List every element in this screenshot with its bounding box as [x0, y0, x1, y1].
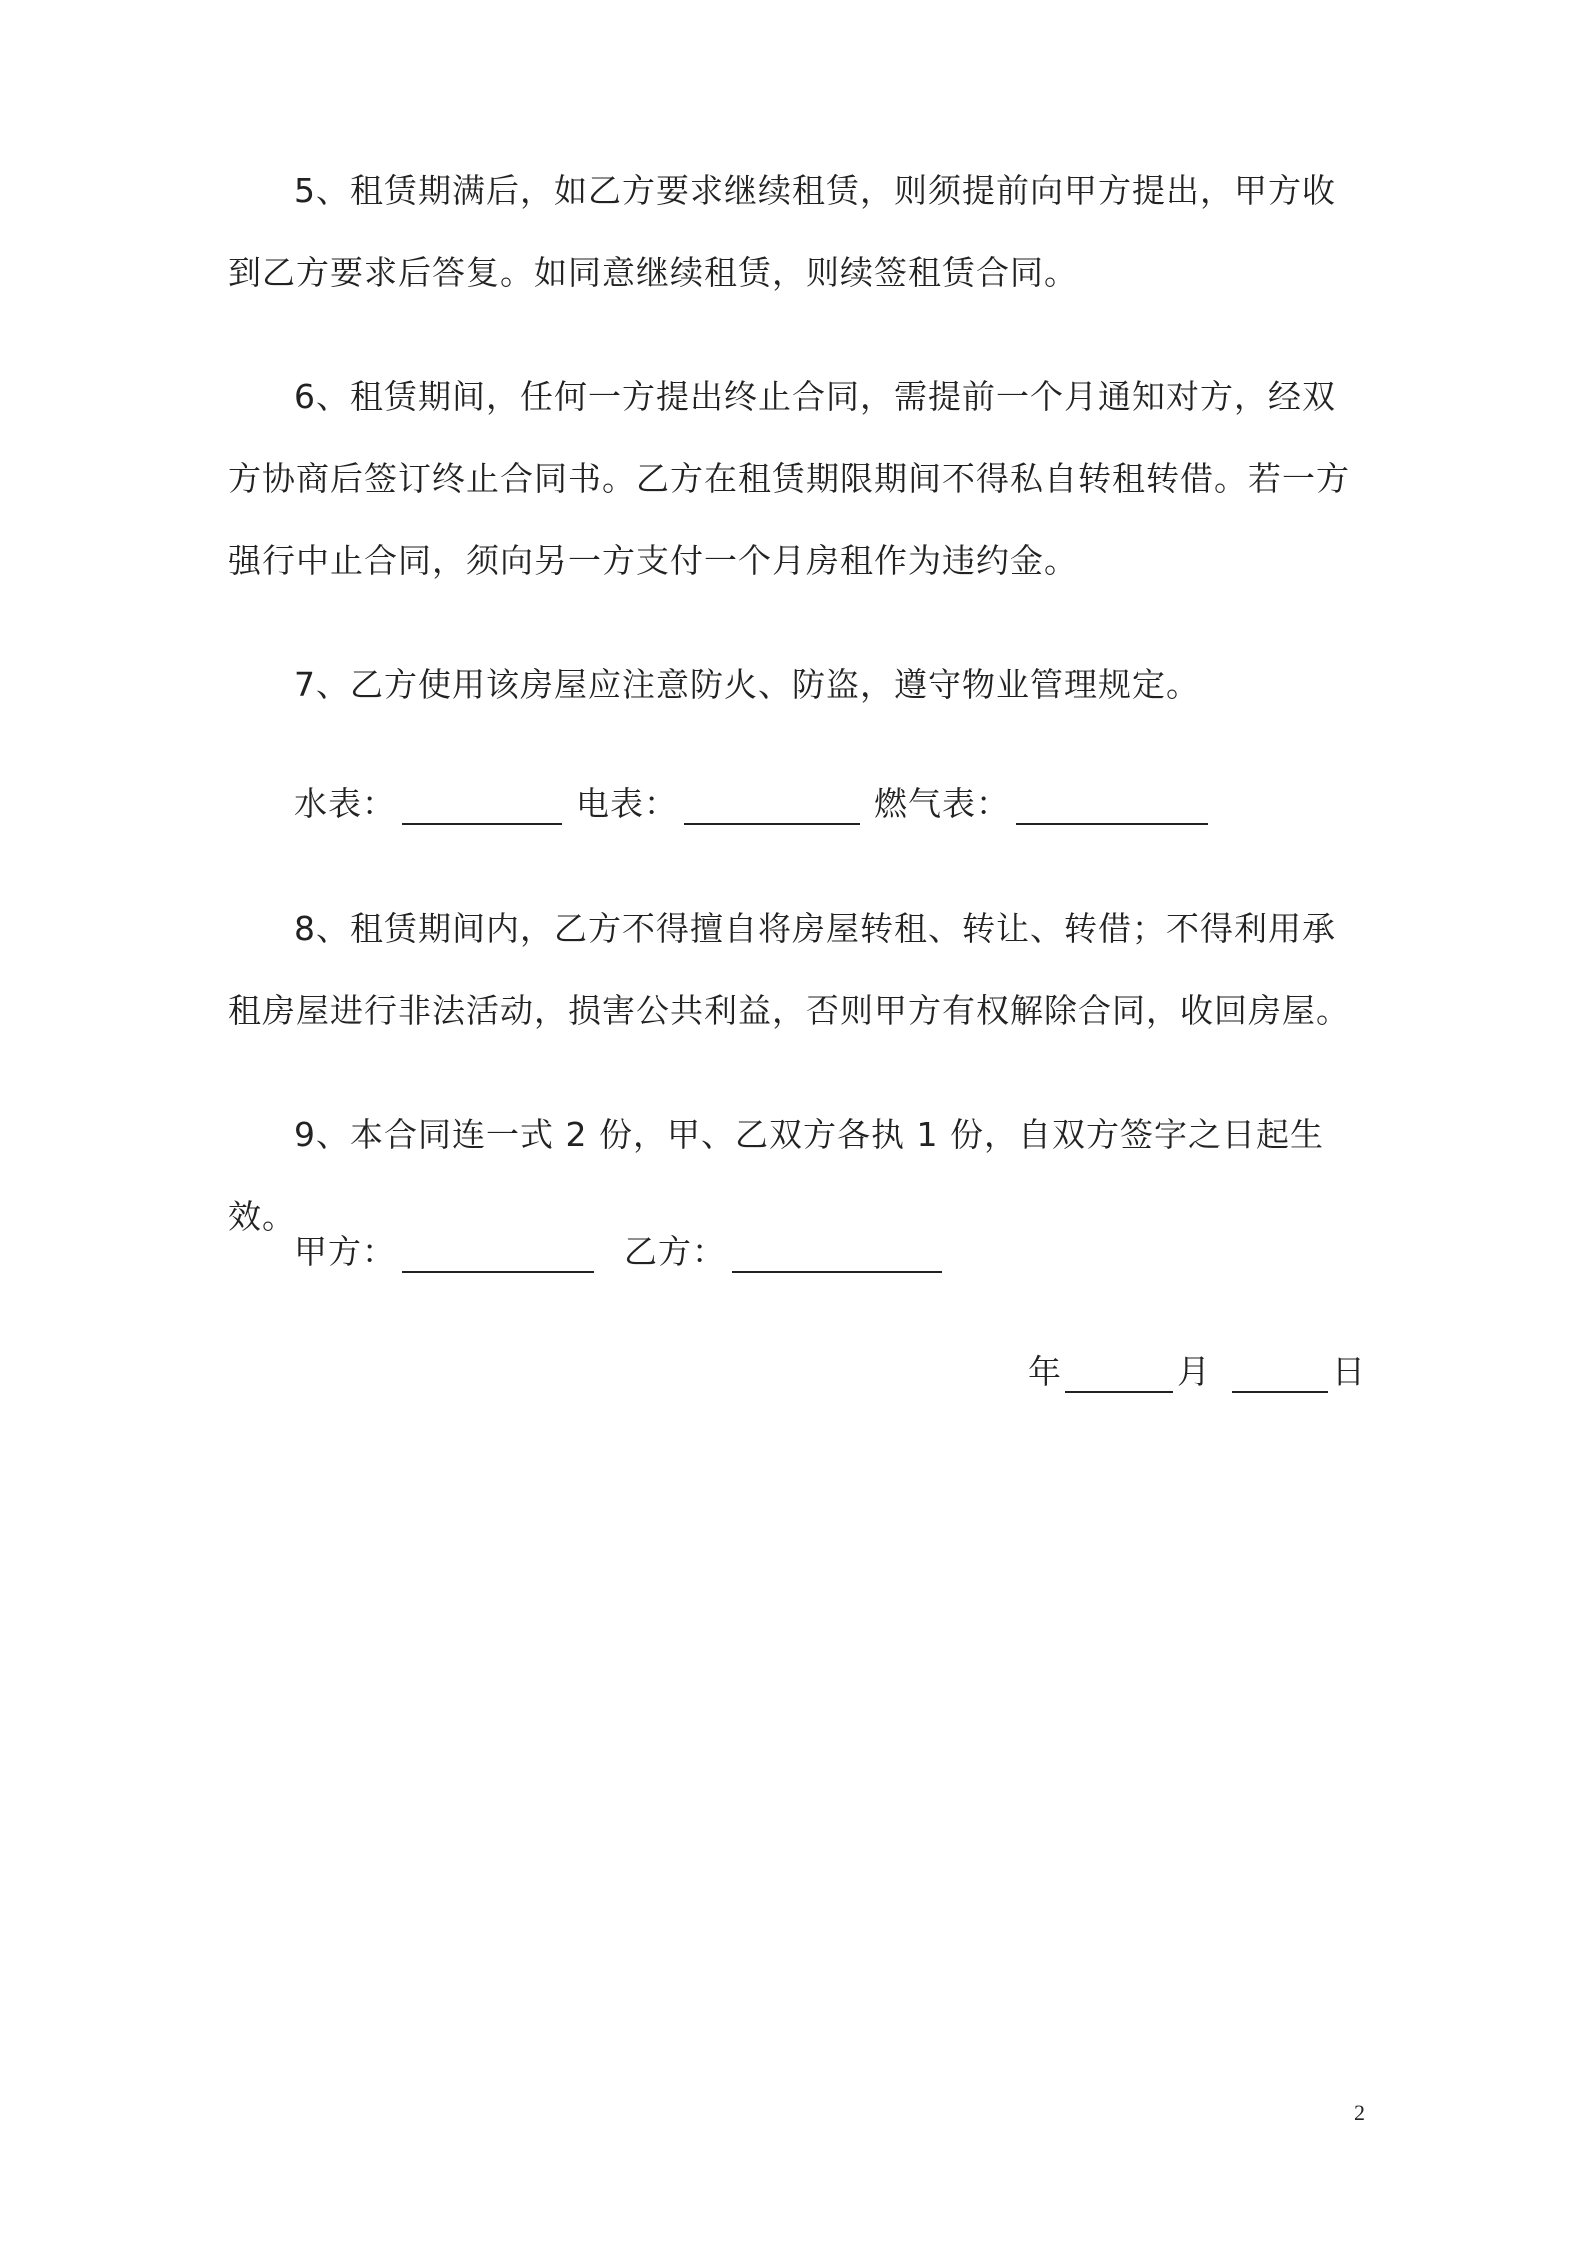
- electric-meter-label: 电表：: [576, 784, 678, 823]
- gas-meter-label: 燃气表：: [874, 784, 1010, 823]
- clause-5: 5、租赁期满后，如乙方要求继续租赁，则须提前向甲方提出，甲方收到乙方要求后答复。如同意继续租赁，则续签租赁合同。: [228, 171, 1336, 292]
- party-a-label: 甲方：: [294, 1232, 396, 1271]
- electric-meter-blank[interactable]: [684, 793, 860, 825]
- date-row: [1028, 1346, 1365, 1393]
- water-meter-blank[interactable]: [402, 793, 562, 825]
- month-label: 月: [1177, 1352, 1210, 1391]
- month-blank[interactable]: [1065, 1361, 1173, 1393]
- party-a-signature-blank[interactable]: [402, 1241, 594, 1273]
- day-label: 日: [1332, 1352, 1365, 1391]
- water-meter-label: 水表：: [294, 784, 396, 823]
- signature-row: [294, 1226, 948, 1273]
- party-b-signature-blank[interactable]: [732, 1241, 942, 1273]
- page-number: 2: [1354, 2100, 1365, 2125]
- clause-6: 6、租赁期间，任何一方提出终止合同，需提前一个月通知对方，经双方协商后签订终止合同书。乙方在租赁期限期间不得私自转租转借。若一方强行中止合同，须向另一方支付一个月房租作为违约金。: [228, 377, 1350, 580]
- meter-readings-row: [294, 778, 1214, 825]
- party-b-label: 乙方：: [624, 1232, 726, 1271]
- gas-meter-blank[interactable]: [1016, 793, 1208, 825]
- clause-8: 8、租赁期间内，乙方不得擅自将房屋转租、转让、转借；不得利用承租房屋进行非法活动，损害公共利益，否则甲方有权解除合同，收回房屋。: [228, 909, 1350, 1030]
- day-blank[interactable]: [1232, 1361, 1328, 1393]
- year-label: 年: [1028, 1352, 1061, 1391]
- clause-9: 9、本合同连一式 2 份，甲、乙双方各执 1 份，自双方签字之日起生效。: [228, 1115, 1324, 1236]
- clause-7: 7、乙方使用该房屋应注意防火、防盗，遵守物业管理规定。: [294, 665, 1200, 704]
